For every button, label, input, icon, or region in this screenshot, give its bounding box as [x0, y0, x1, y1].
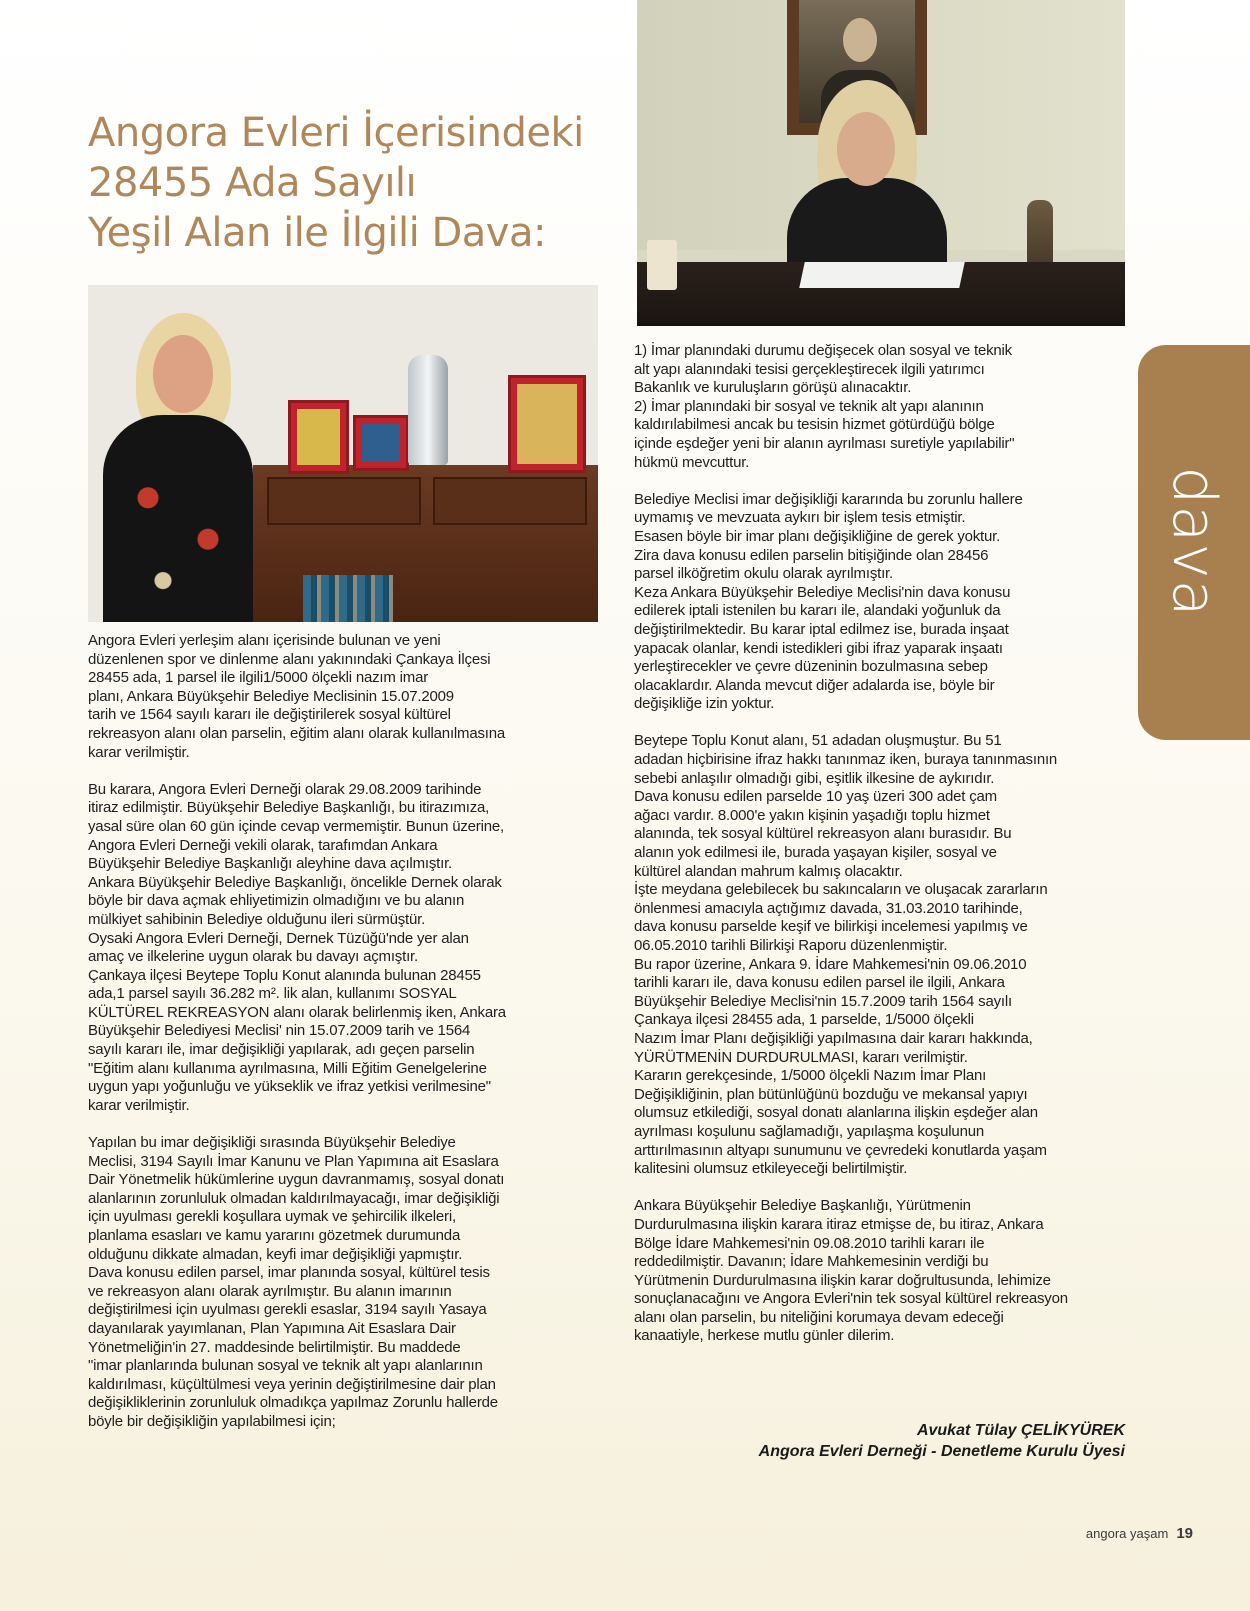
page-footer — [1086, 1525, 1193, 1542]
text-line: rekreasyon alanı olan parselin, eğitim alanı olarak kullanılmasına — [88, 724, 506, 742]
right-text-column — [634, 342, 1124, 1365]
text-line: kalitesini olumsuz etkileyeceği belirtilmiştir. — [634, 1160, 908, 1178]
text-line: yasal süre olan 60 gün içinde cevap vermemiştir. Bunun üzerine, — [88, 817, 504, 835]
text-line: Çankaya ilçesi Beytepe Toplu Konut alanında bulunan 28455 — [88, 966, 481, 984]
text-line: değiştirilmektedir. Bu karar iptal edilmez ise, burada inşaat — [634, 620, 1009, 638]
signature-block — [759, 1420, 1125, 1462]
paragraph — [88, 781, 600, 1116]
text-line: değişikliklerinin zorunluluk olmadıkça yapılmaz Zorunlu hallerde — [88, 1394, 498, 1412]
text-line: hükmü mevcuttur. — [634, 453, 750, 471]
text-line: karar verilmiştir. — [88, 1096, 190, 1114]
text-line: değişikliğe izin yoktur. — [634, 695, 775, 713]
text-line: edilerek iptali istenilen bu kararı ile, alandaki yoğunluk da — [634, 602, 1001, 620]
text-line: karar verilmiştir. — [88, 743, 190, 761]
text-line: Çankaya ilçesi 28455 ada, 1 parselde, 1/5000 ölçekli — [634, 1011, 974, 1029]
text-line: olduğunu dikkate almadan, keyfi imar değişikliği yapmıştır. — [88, 1245, 463, 1263]
text-line: planı, Ankara Büyükşehir Belediye Meclisinin 15.07.2009 — [88, 687, 454, 705]
text-line: mülkiyet sahibinin Belediye olduğunu ileri sürmüştür. — [88, 910, 426, 928]
award-plaque — [353, 415, 409, 471]
text-line: Dair Yönetmelik hükümlerine uygun davranmamış, sosyal donatı — [88, 1171, 505, 1189]
text-line: Bu karara, Angora Evleri Derneği olarak 29.08.2009 tarihinde — [88, 780, 482, 798]
text-line: Yürütmenin Durdurulmasına ilişkin karar doğrultusunda, lehimize — [634, 1271, 1051, 1289]
text-line: yerleştirecekler ve çevre düzeninin bozulmasına sebep — [634, 658, 988, 676]
text-line: Bakanlık ve kuruluşların görüşü alınacaktır. — [634, 379, 912, 397]
text-line: alanın yok edilmesi ile, burada yaşayan kişiler, sosyal ve — [634, 844, 997, 862]
text-line: yapacak olanlar, kendi istedikleri gibi ifraz yaparak inşaatı — [634, 639, 1003, 657]
text-line: kanaatiyle, herkese mutlu günler dilerim. — [634, 1327, 895, 1345]
text-line: Yapılan bu imar değişikliği sırasında Büyükşehir Belediye — [88, 1134, 456, 1152]
text-line: ada,1 parsel sayılı 36.282 m². lik alan, kullanımı SOSYAL — [88, 985, 457, 1003]
text-line: Meclisi, 3194 Sayılı İmar Kanunu ve Plan Yapımına ait Esaslara — [88, 1152, 499, 1170]
text-line: sonuçlanacağını ve Angora Evleri'nin tek sosyal kültürel rekreasyon — [634, 1290, 1068, 1308]
text-line: alt yapı alanındaki tesisi gerçekleştirecek ilgili yatırımcı — [634, 360, 985, 378]
office-photo — [637, 0, 1125, 326]
text-line: Nazım İmar Planı değişikliği yapılmasına dair kararı hakkında, — [634, 1029, 1033, 1047]
text-line: Bölge İdare Mahkemesi'nin 09.08.2010 tarihli kararı ile — [634, 1234, 985, 1252]
text-line: ayrılması koşulunu sağlamadığı, yapılaşma koşulunun — [634, 1122, 984, 1140]
text-line: tarih ve 1564 sayılı kararı ile değiştirilerek sosyal kültürel — [88, 706, 451, 724]
paragraph — [634, 1197, 1124, 1346]
text-line: YÜRÜTMENİN DURDURULMASI, kararı verilmiştir. — [634, 1048, 968, 1066]
text-line: kültürel alandan mahrum kalmış olacaktır. — [634, 862, 903, 880]
text-line: Değişikliğinin, plan bütünlüğünü bozduğu ve mekansal yapıyı — [634, 1085, 1028, 1103]
books — [303, 575, 393, 622]
text-line: Belediye Meclisi imar değişikliği kararında bu zorunlu hallere — [634, 490, 1023, 508]
text-line: İşte meydana gelebilecek bu sakıncaların ve oluşacak zararların — [634, 881, 1048, 899]
text-line: ağacı vardır. 8.000'e yakın kişinin yaşadığı toplu hizmet — [634, 806, 990, 824]
text-line: Durdurulmasına ilişkin karara itiraz etmişse de, bu itiraz, Ankara — [634, 1215, 1044, 1233]
text-line: parsel ilköğretim okulu olarak ayrılmıştır. — [634, 565, 893, 583]
text-line: Büyükşehir Belediye Başkanlığı aleyhine dava açılmıştır. — [88, 855, 452, 873]
paragraph — [88, 632, 600, 762]
text-line: Zira dava konusu edilen parselin bitişiğinde olan 28456 — [634, 546, 989, 564]
award-plaque — [288, 400, 349, 474]
awards-photo — [88, 285, 598, 622]
text-line: dayanılarak yayımlanan, Plan Yapımına Ait Esaslara Dair — [88, 1319, 456, 1337]
text-line: alanı olan parselin, bu niteliğini korumaya devam edeceği — [634, 1308, 1004, 1326]
text-line: olumsuz etkilediği, sosyal donatı alanlarına ilişkin eşdeğer alan — [634, 1104, 1038, 1122]
text-line: planlama esasları ve kamu yararını gözetmek durumunda — [88, 1227, 461, 1244]
text-line: Bu rapor üzerine, Ankara 9. İdare Mahkemesi'nin 09.06.2010 — [634, 955, 1027, 973]
justice-trophy — [408, 355, 448, 465]
text-line: KÜLTÜREL REKREASYON alanı olarak belirlenmiş iken, Ankara — [88, 1003, 506, 1021]
text-line: Büyükşehir Belediyesi Meclisi' nin 15.07.2009 tarih ve 1564 — [88, 1022, 471, 1040]
text-line: Beytepe Toplu Konut alanı, 51 adadan oluşmuştur. Bu 51 — [634, 732, 1002, 750]
text-line: düzenlenen spor ve dinlenme alanı yakınındaki Çankaya İlçesi — [88, 650, 491, 668]
text-line: 06.05.2010 tarihli Bilirkişi Raporu düzenlenmiştir. — [634, 937, 948, 954]
text-line: olacaklardır. Alanda mevcut diğer adalarda ise, böyle bir — [634, 676, 995, 694]
magazine-name: angora yaşam — [1085, 1526, 1169, 1541]
text-line: Yönetmeliğin'in 27. maddesinde belirtilmiştir. Bu maddede — [88, 1338, 461, 1356]
text-line: sayılı kararı ile, imar değişikliği yapılarak, adı geçen parselin — [88, 1041, 475, 1059]
text-line: uymamış ve mevzuata aykırı bir işlem tesis etmiştir. — [634, 509, 966, 527]
paragraph — [634, 732, 1124, 1178]
text-line: Ankara Büyükşehir Belediye Başkanlığı, Yürütmenin — [634, 1197, 971, 1215]
text-line: Dava konusu edilen parselde 10 yaş üzeri 300 adet çam — [634, 788, 997, 806]
paragraph — [634, 491, 1124, 714]
text-line: itiraz edilmiştir. Büyükşehir Belediye Başkanlığı, bu itirazımıza, — [88, 799, 490, 817]
title-line: Angora Evleri İçerisindeki — [88, 110, 584, 156]
page-number: 19 — [1176, 1525, 1193, 1542]
text-line: uygun yapı yoğunluğu ve yükseklik ve ifraz yetkisi verilmesine" — [88, 1078, 491, 1096]
text-line: 2) İmar planındaki bir sosyal ve teknik alt yapı alanının — [634, 397, 984, 415]
paragraph — [88, 1134, 600, 1432]
left-text-column — [88, 632, 600, 1450]
text-line: "Eğitim alanı kullanıma ayrılmasına, Milli Eğitim Genelgelerine — [88, 1059, 487, 1077]
text-line: Dava konusu edilen parsel, imar planında sosyal, kültürel tesis — [88, 1264, 490, 1282]
text-line: Oysaki Angora Evleri Derneği, Dernek Tüzüğü'nde yer alan — [88, 929, 469, 947]
text-line: için uyulması gerekli koşullara uymak ve şehircilik ilkeleri, — [88, 1208, 456, 1226]
text-line: reddedilmiştir. Davanın; İdare Mahkemesinin verdiği bu — [634, 1253, 989, 1271]
text-line: sebebi anlaşılır olmadığı gibi, eşitlik ilkesine de aykırıdır. — [634, 769, 995, 787]
text-line: Büyükşehir Belediye Meclisi'nin 15.7.2009 tarih 1564 sayılı — [634, 992, 1012, 1010]
text-line: Angora Evleri yerleşim alanı içerisinde bulunan ve yeni — [88, 632, 441, 649]
text-line: değiştirilmesi için uyulması gerekli esaslar, 3194 sayılı Yasaya — [88, 1301, 487, 1319]
text-line: "imar planlarında bulunan sosyal ve teknik alt yapı alanlarının — [88, 1357, 483, 1375]
text-line: 1) İmar planındaki durumu değişecek olan sosyal ve teknik — [634, 342, 1012, 359]
paragraph — [634, 342, 1124, 472]
text-line: Keza Ankara Büyükşehir Belediye Meclisi'nin dava konusu — [634, 583, 1011, 601]
text-line: Ankara Büyükşehir Belediye Başkanlığı, öncelikle Dernek olarak — [88, 873, 502, 891]
text-line: Angora Evleri Derneği vekili olarak, tarafımdan Ankara — [88, 836, 438, 854]
text-line: içinde eşdeğer yeni bir alanın ayrılması suretiyle yapılabilir" — [634, 434, 1015, 452]
text-line: kaldırılması, küçültülmesi veya yerinin değiştirilmesine dair plan — [88, 1375, 496, 1393]
text-line: alanında, tek sosyal kültürel rekreasyon alanı burasıdır. Bu — [634, 825, 1012, 843]
author-name: Avukat Tülay ÇELİKYÜREK — [916, 1422, 1125, 1439]
text-line: tarihli kararı ile, dava konusu edilen parsel ile ilgili, Ankara — [634, 974, 1005, 992]
text-line: böyle bir dava açmak ehliyetimizin olmadığını ve bu alanın — [88, 892, 465, 910]
text-line: Esasen böyle bir imar planı değişikliğine de gerek yoktur. — [634, 527, 1001, 545]
author-role: Angora Evleri Derneği - Denetleme Kurulu Üyesi — [758, 1443, 1125, 1460]
section-tab — [1138, 345, 1250, 740]
text-line: Kararın gerekçesinde, 1/5000 ölçekli Nazım İmar Planı — [634, 1067, 987, 1085]
text-line: 28455 ada, 1 parsel ile ilgili1/5000 ölçekli nazım imar — [88, 669, 429, 687]
text-line: dava konusu parselde keşif ve bilirkişi incelemesi yapılmış ve — [634, 918, 1028, 936]
text-line: önlenmesi amacıyla açtığımız davada, 31.03.2010 tarihinde, — [634, 899, 1023, 917]
article-title — [88, 108, 628, 258]
text-line: ve rekreasyon alanı olarak ayrılmıştır. Bu alanın imarının — [88, 1282, 452, 1300]
text-line: amaç ve ilkelerine uygun olarak bu davayı açmıştır. — [88, 948, 418, 966]
text-line: arttırılmasının altyapı sunumunu ve çevredeki konutlarda yaşam — [634, 1141, 1047, 1159]
title-line: Yeşil Alan ile İlgili Dava: — [88, 210, 546, 256]
section-tab-label: dava — [1159, 466, 1229, 618]
text-line: böyle bir değişikliğin yapılabilmesi için; — [88, 1412, 336, 1430]
text-line: adadan hiçbirisine ifraz hakkı tanınmaz iken, buraya tanınmasının — [634, 751, 1058, 769]
text-line: alanlarının zorunluluk olmadan kaldırılmayacağı, imar değişikliği — [88, 1189, 500, 1207]
award-plaque — [508, 375, 586, 473]
title-line: 28455 Ada Sayılı — [88, 160, 417, 206]
text-line: kaldırılabilmesi ancak bu tesisin hizmet götürdüğü bölge — [634, 416, 995, 434]
